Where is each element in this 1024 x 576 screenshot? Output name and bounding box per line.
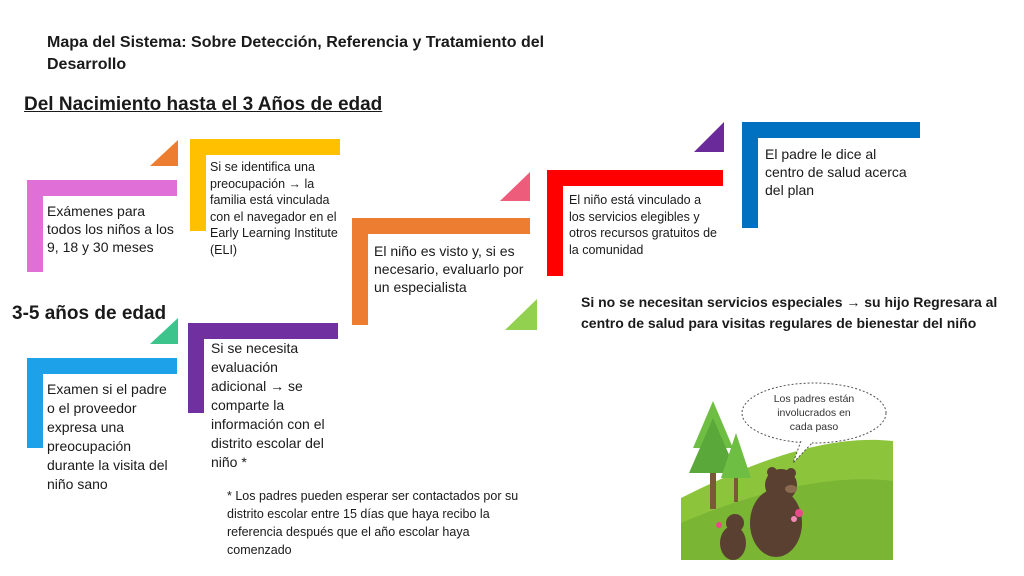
step-text: Exámenes para todos los niños a los 9, 18 y 30 meses <box>47 203 174 255</box>
footnote: * Los padres pueden esperar ser contactados por su distrito escolar entre 15 días que haya recibo la referencia después que el año escolar haya comenzado <box>227 489 519 557</box>
step-bar <box>27 180 177 196</box>
pointer-triangle-darkpurple <box>694 122 724 152</box>
pointer-triangle-rose <box>500 172 530 201</box>
page-title: Mapa del Sistema: Sobre Detección, Referencia y Tratamiento del Desarrollo <box>47 34 545 73</box>
step-text: El niño es visto y, si es necesario, evaluarlo por un especialista <box>374 243 524 295</box>
no-special-services-note: Si no se necesitan servicios especiales → su hijo Regresara al centro de salud para visitas regulares de bienestar del niño <box>581 294 998 331</box>
pointer-triangle-green <box>505 299 537 330</box>
step-seen-specialist <box>352 218 530 325</box>
speech-line-3: cada paso <box>789 421 839 433</box>
step-side <box>188 323 204 413</box>
step-text: El padre le dice al centro de salud acerca del plan <box>765 146 907 198</box>
step-linked-services <box>547 170 723 276</box>
step-bar <box>27 358 177 374</box>
step-side <box>190 139 206 231</box>
step-text: El niño está vinculado a los servicios elegibles y otros recursos gratuitos de la comunidad <box>569 193 717 257</box>
speech-line-2: involucrados en <box>777 407 851 419</box>
step-side <box>742 122 758 228</box>
step-concern-eli <box>190 139 340 257</box>
speech-line-1: Los padres están <box>773 393 855 405</box>
bears-illustration <box>681 373 893 560</box>
step-text: Examen si el padre o el proveedor expresa una preocupación durante la visita del niño sano <box>47 381 168 492</box>
step-text: Si se identifica una preocupación → la familia está vinculada con el navegador en el Early Learning Institute (ELI) <box>210 160 338 257</box>
step-exam-3-5 <box>27 358 177 492</box>
section-heading-birth-to-3: Del Nacimiento hasta el 3 Años de edad <box>24 94 383 115</box>
step-bar <box>352 218 530 234</box>
step-bar <box>190 139 340 155</box>
step-side <box>352 218 368 325</box>
step-side <box>27 358 43 448</box>
step-more-eval <box>188 323 338 470</box>
step-bar <box>188 323 338 339</box>
step-side <box>27 180 43 272</box>
step-text: Si se necesita evaluación adicional → se comparte la información con el distrito escolar del niño * <box>211 340 325 470</box>
section-heading-3-to-5: 3-5 años de edad <box>12 303 167 324</box>
step-parent-tells <box>742 122 920 228</box>
step-side <box>547 170 563 276</box>
step-bar <box>742 122 920 138</box>
step-screening <box>27 180 177 272</box>
pointer-triangle-teal <box>150 318 178 344</box>
step-bar <box>547 170 723 186</box>
pointer-triangle-orange <box>150 140 178 166</box>
